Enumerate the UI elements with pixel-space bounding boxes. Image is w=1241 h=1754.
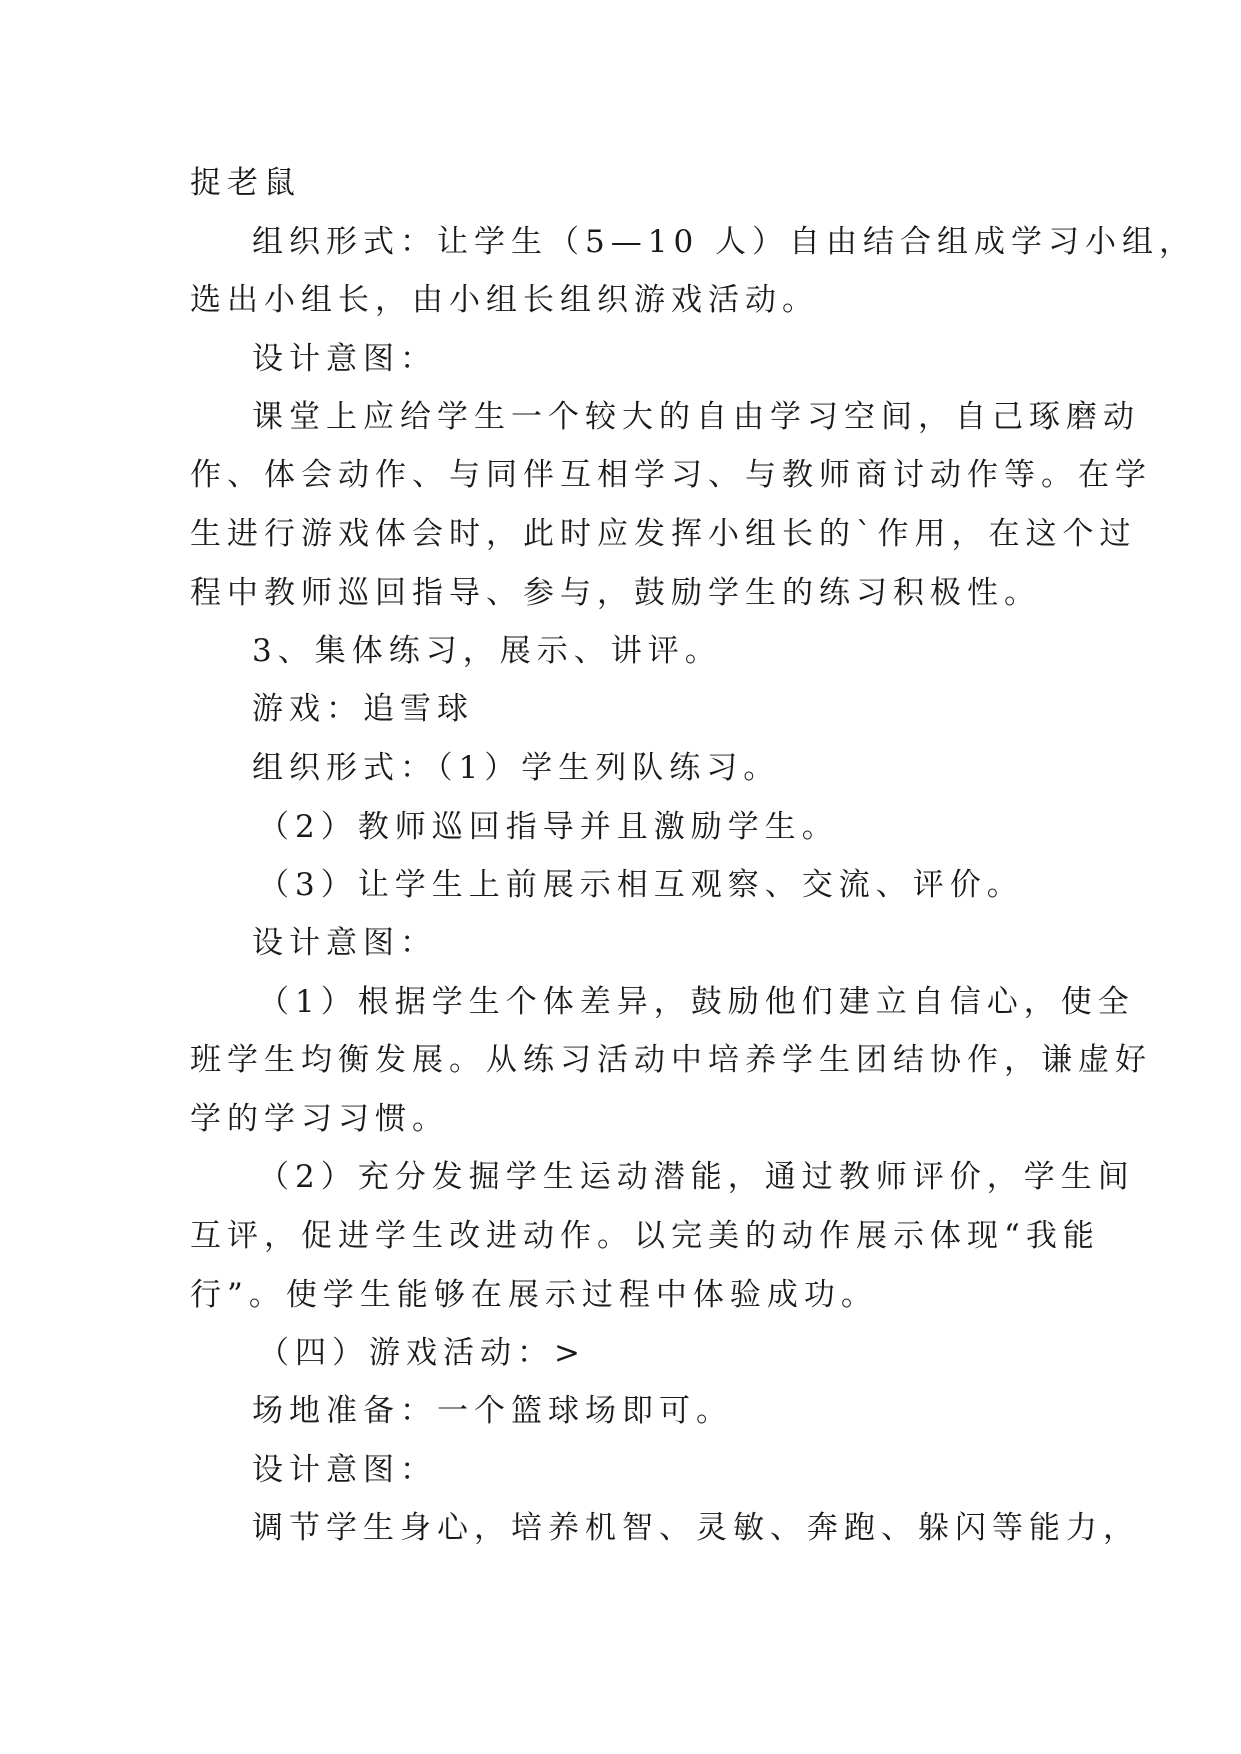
text-line: 场地准备：一个篮球场即可。 [252,1393,733,1429]
text-line: （2）教师巡回指导并且激励学生。 [258,809,839,845]
text-line: 生进行游戏体会时，此时应发挥小组长的`作用，在这个过 [190,516,1137,552]
text-line: 调节学生身心，培养机智、灵敏、奔跑、躲闪等能力， [252,1510,1140,1546]
text-line: 游戏：追雪球 [252,691,474,727]
text-line: （四）游戏活动：> [258,1335,586,1371]
text-line: 学的学习习惯。 [190,1101,449,1137]
text-line: 设计意图： [252,1452,437,1488]
text-line: （3）让学生上前展示相互观察、交流、评价。 [258,867,1024,903]
text-line: 课堂上应给学生一个较大的自由学习空间，自己琢磨动 [252,399,1140,435]
text-line: 设计意图： [252,925,437,961]
text-line: 选出小组长，由小组长组织游戏活动。 [190,282,819,318]
text-line: 捉老鼠 [190,165,301,201]
text-line: 程中教师巡回指导、参与，鼓励学生的练习积极性。 [190,575,1041,611]
text-line: 班学生均衡发展。从练习活动中培养学生团结协作，谦虚好 [190,1042,1152,1078]
text-line: 3、集体练习，展示、讲评。 [252,633,722,669]
text-line: 组织形式：（1）学生列队练习。 [252,750,781,786]
text-line: 互评，促进学生改进动作。以完美的动作展示体现“我能 [190,1218,1100,1254]
text-line: 作、体会动作、与同伴互相学习、与教师商讨动作等。在学 [190,457,1152,493]
text-line: 设计意图： [252,341,437,377]
text-line: （2）充分发掘学生运动潜能，通过教师评价，学生间 [258,1159,1135,1195]
text-line: 组织形式：让学生（5—10 人）自由结合组成学习小组， [252,224,1197,260]
text-line: （1）根据学生个体差异，鼓励他们建立自信心，使全 [258,984,1135,1020]
text-line: 行”。使学生能够在展示过程中体验成功。 [190,1277,878,1313]
